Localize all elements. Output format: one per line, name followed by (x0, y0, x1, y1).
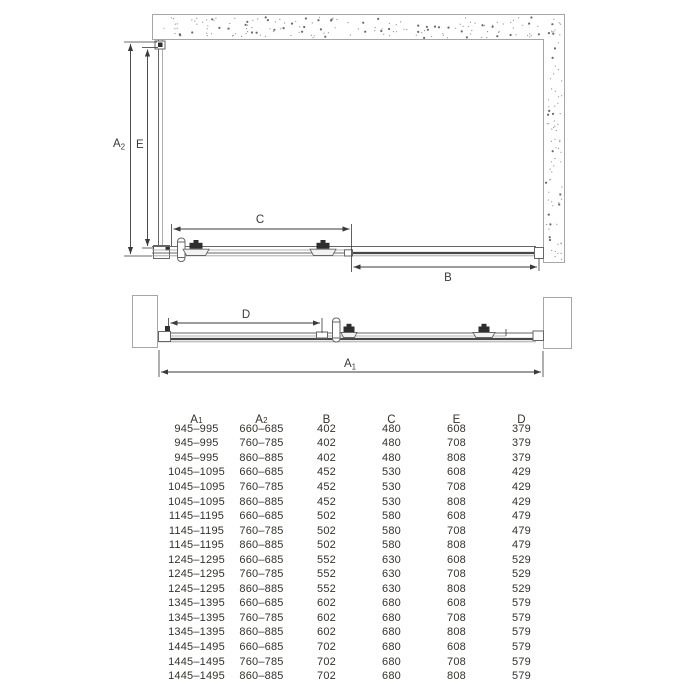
table-cell: 808 (447, 670, 466, 683)
table-cell: 479 (512, 539, 531, 552)
table-cell: 502 (317, 539, 336, 552)
table-cell: 1345–1395 (168, 626, 225, 639)
table-cell: 379 (512, 451, 531, 464)
table-cell: 479 (512, 524, 531, 537)
wall-left-block (133, 296, 158, 348)
dimension-table (164, 407, 554, 683)
table-cell: 452 (317, 466, 336, 479)
wall-top-right (153, 15, 565, 263)
table-cell: 860–885 (239, 495, 284, 508)
table-cell: 552 (317, 568, 336, 581)
roller (473, 324, 495, 338)
table-cell: 402 (317, 451, 336, 464)
table-cell: 1445–1495 (168, 655, 225, 668)
table-cell: 429 (512, 466, 531, 479)
table-cell: 608 (447, 641, 466, 654)
table-cell: 660–685 (239, 597, 284, 610)
table-cell: 608 (447, 510, 466, 523)
table-cell: 680 (382, 626, 401, 639)
left-wall-clamp (159, 332, 171, 342)
table-cell: 680 (382, 641, 401, 654)
table-cell: 530 (382, 495, 401, 508)
wall-right-block (544, 298, 572, 349)
table-cell: 680 (382, 597, 401, 610)
table-cell: 860–885 (239, 539, 284, 552)
table-cell: 579 (512, 670, 531, 683)
table-cell: 708 (447, 655, 466, 668)
table-cell: 808 (447, 539, 466, 552)
table-cell: 1245–1295 (168, 553, 225, 566)
table-cell: 860–885 (239, 626, 284, 639)
wall-end-bracket (533, 331, 544, 341)
roller (183, 240, 209, 256)
column-header: B (322, 414, 331, 426)
table-cell: 608 (447, 466, 466, 479)
column-header: E (452, 414, 461, 426)
table-cell: 579 (512, 611, 531, 624)
rail-assembly (158, 318, 544, 342)
table-cell: 529 (512, 568, 531, 581)
table-cell: 1045–1095 (168, 495, 225, 508)
table-cell: 1045–1095 (168, 466, 225, 479)
table-cell: 945–995 (174, 451, 219, 464)
table-cell: 708 (447, 481, 466, 493)
table-cell: 708 (447, 568, 466, 581)
table-cell: 452 (317, 495, 336, 508)
table-cell: 580 (382, 510, 401, 523)
column-header: D (517, 414, 526, 426)
label-A1: $A_1$ (344, 358, 357, 372)
table-cell: 1445–1495 (168, 641, 225, 654)
label-B: B (444, 272, 452, 284)
table-cell: 708 (447, 524, 466, 537)
table-cell: 760–785 (239, 524, 284, 537)
table-cell: 602 (317, 597, 336, 610)
table-cell: 552 (317, 582, 336, 595)
table-cell: 579 (512, 597, 531, 610)
roller (341, 324, 357, 338)
table-cell: 680 (382, 611, 401, 624)
table-cell: 602 (317, 611, 336, 624)
label-D: D (241, 309, 251, 321)
table-cell: 860–885 (239, 451, 284, 464)
table-cell: 1145–1195 (168, 524, 225, 537)
table-cell: 608 (447, 422, 466, 435)
table-cell: 660–685 (239, 510, 284, 523)
table-cell: 452 (317, 481, 336, 493)
label-E: E (136, 139, 144, 151)
label-A2: $A_2$ (113, 138, 126, 152)
table-cell: 760–785 (239, 655, 284, 668)
table-cell: 529 (512, 582, 531, 595)
table-cell: 1245–1295 (168, 568, 225, 581)
table-cell: 429 (512, 481, 531, 493)
table-cell: 1245–1295 (168, 582, 225, 595)
column-header: A 1 (190, 414, 203, 426)
table-cell: 1345–1395 (168, 597, 225, 610)
table-cell: 480 (382, 437, 401, 450)
table-cell: 1045–1095 (168, 481, 225, 493)
column-header: C (387, 414, 396, 426)
table-cell: 630 (382, 568, 401, 581)
table-cell: 552 (317, 553, 336, 566)
table-cell: 1145–1195 (168, 539, 225, 552)
table-cell: 860–885 (239, 582, 284, 595)
table-cell: 502 (317, 510, 336, 523)
column-header: A 2 (255, 414, 268, 426)
table-cell: 1345–1395 (168, 611, 225, 624)
table-cell: 608 (447, 553, 466, 566)
plan-view (113, 15, 569, 347)
table-cell: 760–785 (239, 568, 284, 581)
label-C: C (255, 214, 265, 226)
table-cell: 580 (382, 539, 401, 552)
table-cell: 630 (382, 553, 401, 566)
table-cell: 702 (317, 655, 336, 668)
table-cell: 680 (382, 655, 401, 668)
table-cell: 530 (382, 466, 401, 479)
table-cell: 702 (317, 670, 336, 683)
table-cell: 708 (447, 437, 466, 450)
table-cell: 630 (382, 582, 401, 595)
table-cell: 860–885 (239, 670, 284, 683)
bottom-rail (152, 238, 544, 262)
table-cell: 579 (512, 641, 531, 654)
table-cell: 479 (512, 510, 531, 523)
table-cell: 379 (512, 437, 531, 450)
table-cell: 480 (382, 451, 401, 464)
table-cell: 680 (382, 670, 401, 683)
wall-end-bracket (535, 248, 544, 259)
table-cell: 708 (447, 611, 466, 624)
table-cell: 529 (512, 553, 531, 566)
table-cell: 760–785 (239, 437, 284, 450)
table-cell: 660–685 (239, 422, 284, 435)
table-cell: 580 (382, 524, 401, 537)
table-cell: 660–685 (239, 466, 284, 479)
wall-speckles (136, 16, 569, 346)
table-cell: 702 (317, 641, 336, 654)
table-cell: 945–995 (174, 437, 219, 450)
fixed-side-panel (155, 40, 165, 246)
section-view (133, 296, 572, 378)
table-cell: 602 (317, 626, 336, 639)
table-cell: 530 (382, 481, 401, 493)
table-cell: 760–785 (239, 481, 284, 493)
table-cell: 579 (512, 655, 531, 668)
table-cell: 502 (317, 524, 336, 537)
table-cell: 579 (512, 626, 531, 639)
table-cell: 379 (512, 422, 531, 435)
table-cell: 480 (382, 422, 401, 435)
table-cell: 660–685 (239, 641, 284, 654)
table-cell: 608 (447, 597, 466, 610)
table-cell: 808 (447, 626, 466, 639)
table-cell: 429 (512, 495, 531, 508)
table-cell: 660–685 (239, 553, 284, 566)
table-cell: 808 (447, 582, 466, 595)
table-cell: 945–995 (174, 422, 219, 435)
table-cell: 1145–1195 (168, 510, 225, 523)
table-cell: 1445–1495 (168, 670, 225, 683)
table-cell: 808 (447, 451, 466, 464)
roller (310, 240, 336, 256)
table-cell: 760–785 (239, 611, 284, 624)
dimensions-section (159, 309, 543, 377)
table-cell: 402 (317, 422, 336, 435)
table-cell: 402 (317, 437, 336, 450)
table-cell: 808 (447, 495, 466, 508)
